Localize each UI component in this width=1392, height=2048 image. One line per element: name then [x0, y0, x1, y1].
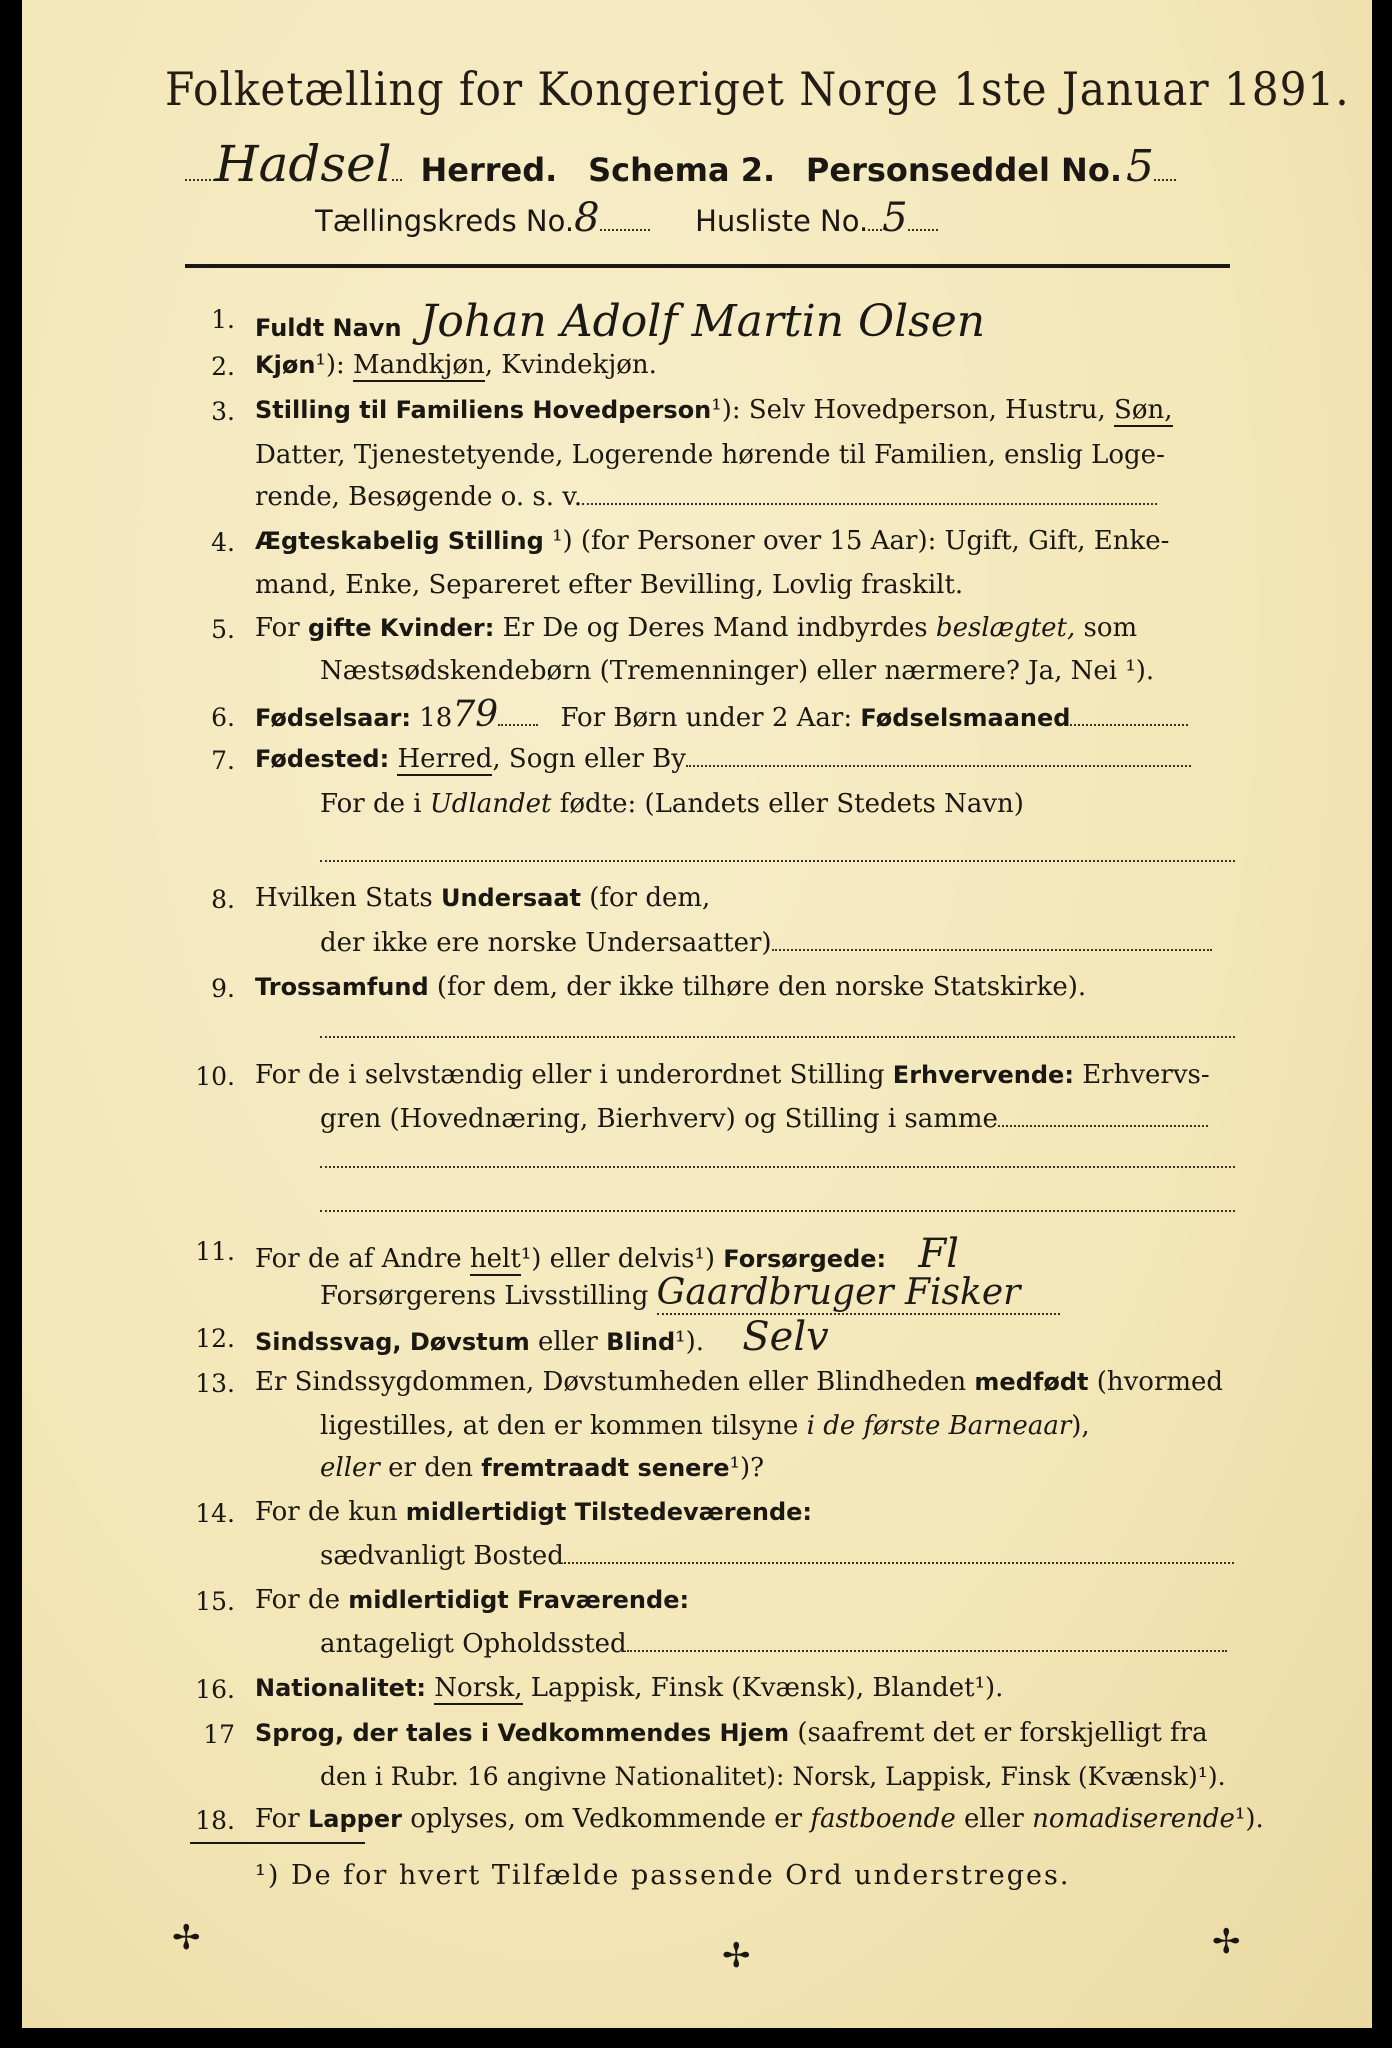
q15-text1: For de [255, 1585, 340, 1615]
header-row-2 [315, 195, 1215, 243]
q13-label: medfødt [974, 1368, 1089, 1396]
q5-text1c: beslægtet, [935, 613, 1076, 643]
pencil-mark-right: ✢ [1212, 1922, 1241, 1962]
q13-line2: ligestilles, at den er kommen tilsyne i de første Barneaar), [320, 1411, 1090, 1441]
q11-line2 [320, 1272, 1240, 1313]
q15-number: 15. [195, 1587, 235, 1616]
q3-text1: Selv Hovedperson, Hustru, [748, 395, 1106, 425]
q16-number: 16. [195, 1675, 235, 1704]
q7-label: Fødested: [255, 745, 390, 773]
q3-line1 [255, 395, 1235, 425]
q2-sup: ¹): [315, 350, 345, 380]
q11-mark: Fl [918, 1231, 959, 1277]
q7-text: , Sogn eller By [492, 744, 686, 774]
q11-number: 11. [195, 1237, 235, 1266]
form-title: Folketælling for Kongeriget Norge 1ste Januar 1891. [165, 62, 1350, 116]
q13-text2b: i de første Barneaar [806, 1411, 1072, 1441]
q18-number: 18. [195, 1806, 235, 1835]
q12-label: Sindssvag, Døvstum [255, 1328, 530, 1356]
q13-text3c: ¹)? [729, 1453, 765, 1483]
q13-label2: fremtraadt senere [481, 1454, 730, 1482]
q18-text2: oplyses, om Vedkommende er [410, 1804, 803, 1834]
q5-label: gifte Kvinder: [307, 614, 495, 642]
pencil-mark-center: ✢ [722, 1936, 751, 1976]
q11-text2: Forsørgerens Livsstilling [320, 1281, 649, 1311]
q11-label: Forsørgede: [723, 1245, 887, 1273]
q2-option-kvinde: , Kvindekjøn. [484, 350, 657, 380]
q7-text2b: Udlandet [429, 789, 552, 819]
q10-label: Erhvervende: [892, 1061, 1074, 1089]
q17-line2: den i Rubr. 16 angivne Nationalitet): Norsk, Lappisk, Finsk (Kvænsk)¹). [320, 1762, 1226, 1791]
q9-label: Trossamfund [255, 973, 429, 1001]
pencil-mark-left: ✢ [172, 1918, 201, 1958]
q7-line2 [320, 789, 1240, 819]
q18-text3: eller [963, 1804, 1024, 1834]
q12-number: 12. [195, 1324, 235, 1353]
q1-line [255, 296, 1235, 347]
q13-text2a: ligestilles, at den er kommen tilsyne [320, 1411, 799, 1441]
q18-label: Lapper [307, 1805, 402, 1833]
q16-norsk: Norsk, [434, 1673, 523, 1703]
q8-number: 8. [211, 885, 235, 914]
q16-label: Nationalitet: [255, 1674, 427, 1702]
q6-label: Fødselsaar: [255, 704, 411, 732]
q7-herred: Herred [397, 744, 493, 774]
q14-text1: For de kun [255, 1497, 398, 1527]
q13-line1 [255, 1367, 1235, 1397]
q6-label2: Fødselsmaaned [860, 704, 1071, 732]
q11-helt: helt [469, 1244, 521, 1274]
q8-text1b: (for dem, [589, 883, 711, 913]
q2-line [255, 350, 1235, 380]
q18-fast: fastboende [810, 1804, 956, 1834]
q3-label: Stilling til Familiens Hovedperson [255, 396, 712, 424]
q12-sup: ¹). [675, 1327, 704, 1357]
q4-text1: ¹) (for Personer over 15 Aar): Ugift, Gift, Enke- [552, 526, 1170, 556]
q4-line2: mand, Enke, Separeret efter Bevilling, Lovlig fraskilt. [255, 570, 964, 600]
q18-line [255, 1804, 1264, 1834]
q15-label: midlertidigt Fraværende: [348, 1586, 690, 1614]
q15-line1 [255, 1585, 1235, 1615]
q13-number: 13. [195, 1369, 235, 1398]
q8-line1 [255, 883, 1235, 913]
q13-text1a: Er Sindssygdommen, Døvstumheden eller Blindheden [255, 1367, 967, 1397]
q3-line3 [255, 482, 1235, 512]
q14-line2 [320, 1541, 1240, 1571]
q7-text2c: fødte: (Landets eller Stedets Navn) [559, 789, 1024, 819]
q1-value: Johan Adolf Martin Olsen [419, 296, 986, 347]
q18-text4: ¹). [1234, 1804, 1264, 1834]
q7-line1 [255, 744, 1235, 774]
herred-label: Herred. [420, 151, 558, 189]
q3-line2: Datter, Tjenestetyende, Logerende hørende til Familien, enslig Loge- [255, 440, 1165, 470]
header-row [185, 135, 1245, 193]
q17-line1 [255, 1718, 1235, 1748]
q8-line2 [320, 928, 1240, 958]
q15-text2: antageligt Opholdssted [320, 1629, 627, 1659]
q18-nomad: nomadiserende [1032, 1804, 1235, 1834]
q2-label: Kjøn [255, 351, 316, 379]
q9-line [255, 972, 1235, 1002]
q9-answer-line [320, 1036, 1235, 1038]
q17-text1: (saafremt det er forskjelligt fra [797, 1718, 1208, 1748]
q11-line1 [255, 1231, 1235, 1277]
q14-text2: sædvanligt Bosted [320, 1541, 564, 1571]
q17-number: 17 [203, 1720, 235, 1749]
q3-son: Søn, [1114, 395, 1173, 425]
husliste-value: 5 [882, 195, 908, 241]
q5-text1a: For [255, 613, 300, 643]
q1-label: Fuldt Navn [255, 314, 402, 342]
q3-sup: ¹): [711, 395, 741, 425]
q3-number: 3. [211, 397, 235, 426]
header-separator [185, 264, 1230, 268]
q6-value: 79 [452, 694, 499, 735]
q3-text3: rende, Besøgende o. s. v. [255, 482, 583, 512]
q7-text2a: For de i [320, 789, 422, 819]
q10-text2: gren (Hovednæring, Bierhverv) og Stilling i samme [320, 1104, 998, 1134]
q7-answer-line [320, 860, 1235, 862]
q12-label2: Blind [606, 1328, 676, 1356]
q15-line2 [320, 1629, 1240, 1659]
q4-line1 [255, 526, 1235, 556]
q5-line2: Næstsødskendebørn (Tremenninger) eller nærmere? Ja, Nei ¹). [320, 656, 1155, 686]
footnote-separator [190, 1842, 365, 1844]
q5-text1b: Er De og Deres Mand indbyrdes [502, 613, 928, 643]
taellingskreds-value: 8 [574, 195, 600, 241]
q8-label: Undersaat [440, 884, 581, 912]
personseddel-label: Personseddel No. [805, 151, 1122, 189]
q10-answer-line-2 [320, 1210, 1235, 1212]
q9-number: 9. [211, 974, 235, 1003]
q10-line1 [255, 1060, 1235, 1090]
q5-line1 [255, 613, 1235, 643]
q1-number: 1. [211, 305, 235, 334]
q6-line [255, 694, 1235, 735]
q10-number: 10. [195, 1062, 235, 1091]
q9-text: (for dem, der ikke tilhøre den norske Statskirke). [436, 972, 1087, 1002]
q10-line2 [320, 1104, 1240, 1134]
q8-text2: der ikke ere norske Undersaatter) [320, 928, 772, 958]
q13-text3b: er den [388, 1453, 473, 1483]
q14-number: 14. [195, 1499, 235, 1528]
q11-text1a: For de af Andre [255, 1244, 462, 1274]
q5-number: 5. [211, 615, 235, 644]
q4-label: Ægteskabelig Stilling [255, 527, 544, 555]
q12-line [255, 1314, 1235, 1360]
q11-value: Gaardbruger Fisker [657, 1272, 1061, 1315]
q17-label: Sprog, der tales i Vedkommendes Hjem [255, 1719, 790, 1747]
q6-text: For Børn under 2 Aar: [560, 703, 853, 733]
q16-line [255, 1673, 1235, 1703]
q10-text1b: Erhvervs- [1082, 1060, 1210, 1090]
q4-number: 4. [211, 528, 235, 557]
q8-text1a: Hvilken Stats [255, 883, 433, 913]
q16-text: Lappisk, Finsk (Kvænsk), Blandet¹). [530, 1673, 1004, 1703]
q10-text1a: For de i selvstændig eller i underordnet Stilling [255, 1060, 885, 1090]
q6-prefix: 18 [419, 703, 453, 733]
q14-line1 [255, 1497, 1235, 1527]
q6-number: 6. [211, 703, 235, 732]
q2-number: 2. [211, 352, 235, 381]
q18-text1: For [255, 1804, 300, 1834]
footnote: ¹) De for hvert Tilfælde passende Ord understreges. [255, 1860, 1071, 1891]
husliste-label: Husliste No. [695, 204, 869, 238]
q13-line3 [320, 1453, 1240, 1483]
herred-value: Hadsel [215, 135, 392, 193]
schema-label: Schema 2. [588, 151, 776, 189]
q14-label: midlertidigt Tilstedeværende: [405, 1498, 813, 1526]
q10-answer-line-1 [320, 1166, 1235, 1168]
q7-number: 7. [211, 746, 235, 775]
q13-text1b: (hvormed [1096, 1367, 1224, 1397]
q12-text: eller [538, 1327, 598, 1357]
q2-option-mand: Mandkjøn [353, 350, 485, 380]
q13-text3a: eller [320, 1453, 380, 1483]
q12-value: Selv [742, 1314, 829, 1360]
personseddel-value: 5 [1125, 141, 1154, 192]
q11-text1b: ¹) eller delvis¹) [520, 1244, 715, 1274]
taellingskreds-label: Tællingskreds No. [315, 204, 575, 238]
q5-text1d: som [1083, 613, 1138, 643]
